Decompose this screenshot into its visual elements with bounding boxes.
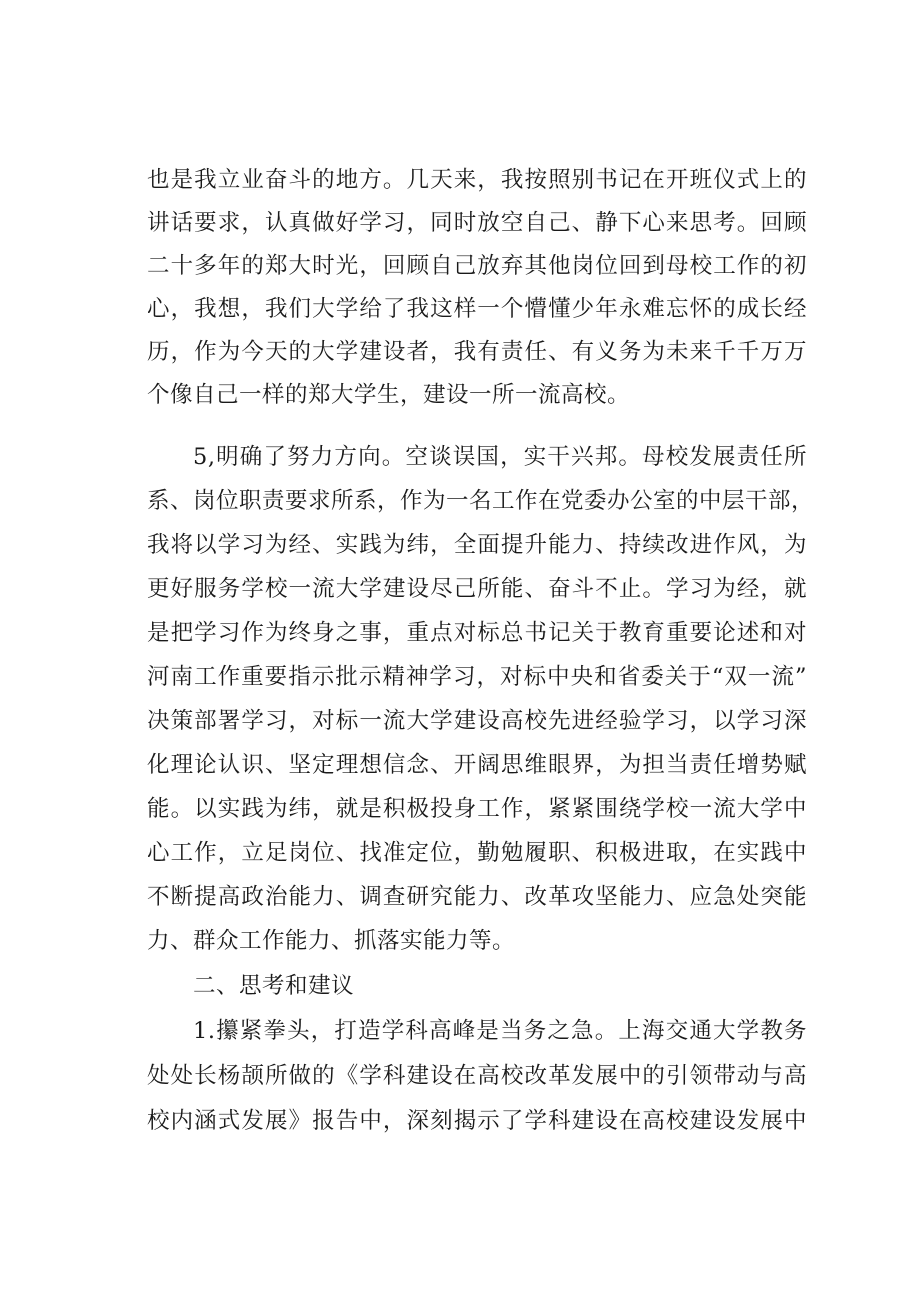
text-line-9: 我将以学习为经、实践为纬，全面提升能力、持续改进作风，为 <box>147 532 807 558</box>
text-line-1: 也是我立业奋斗的地方。几天来，我按照别书记在开班仪式上的 <box>147 167 807 193</box>
text-line-8: 系、岗位职责要求所系，作为一名工作在党委办公室的中层干部， <box>147 488 815 514</box>
text-line-21: 处处长杨颉所做的《学科建设在高校改革发展中的引领带动与高 <box>147 1063 807 1089</box>
text-line-6: 个像自己一样的郑大学生，建设一所一流高校。 <box>147 382 631 408</box>
section-5-heading-line: 5,明确了努力方向。空谈误国，实干兴邦。母校发展责任所 <box>193 444 807 470</box>
text-line-5: 历，作为今天的大学建设者，我有责任、有义务为未来千千万万 <box>147 339 807 365</box>
text-line-14: 化理论认识、坚定理想信念、开阔思维眼界，为担当责任增势赋 <box>147 752 807 778</box>
item-1-heading-line: 1.攥紧拳头，打造学科高峰是当务之急。上海交通大学教务 <box>193 1018 807 1044</box>
text-line-12: 河南工作重要指示批示精神学习，对标中央和省委关于“双一流” <box>147 664 807 690</box>
text-line-2: 讲话要求，认真做好学习，同时放空自己、静下心来思考。回顾 <box>147 210 807 236</box>
text-line-22: 校内涵式发展》报告中，深刻揭示了学科建设在高校建设发展中 <box>147 1108 807 1134</box>
text-line-10: 更好服务学校一流大学建设尽己所能、奋斗不止。学习为经，就 <box>147 576 807 602</box>
text-line-4: 心，我想，我们大学给了我这样一个懵懂少年永难忘怀的成长经 <box>147 296 807 322</box>
text-line-18: 力、群众工作能力、抓落实能力等。 <box>147 928 516 954</box>
text-line-15: 能。以实践为纬，就是积极投身工作，紧紧围绕学校一流大学中 <box>147 796 807 822</box>
text-line-13: 决策部署学习，对标一流大学建设高校先进经验学习，以学习深 <box>147 708 807 734</box>
text-line-3: 二十多年的郑大时光，回顾自己放弃其他岗位回到母校工作的初 <box>147 253 807 279</box>
text-line-17: 不断提高政治能力、调查研究能力、改革攻坚能力、应急处突能 <box>147 884 807 910</box>
text-line-11: 是把学习作为终身之事，重点对标总书记关于教育重要论述和对 <box>147 620 807 646</box>
text-line-16: 心工作，立足岗位、找准定位，勤勉履职、积极进取，在实践中 <box>147 840 807 866</box>
section-heading-2: 二、思考和建议 <box>193 973 355 999</box>
